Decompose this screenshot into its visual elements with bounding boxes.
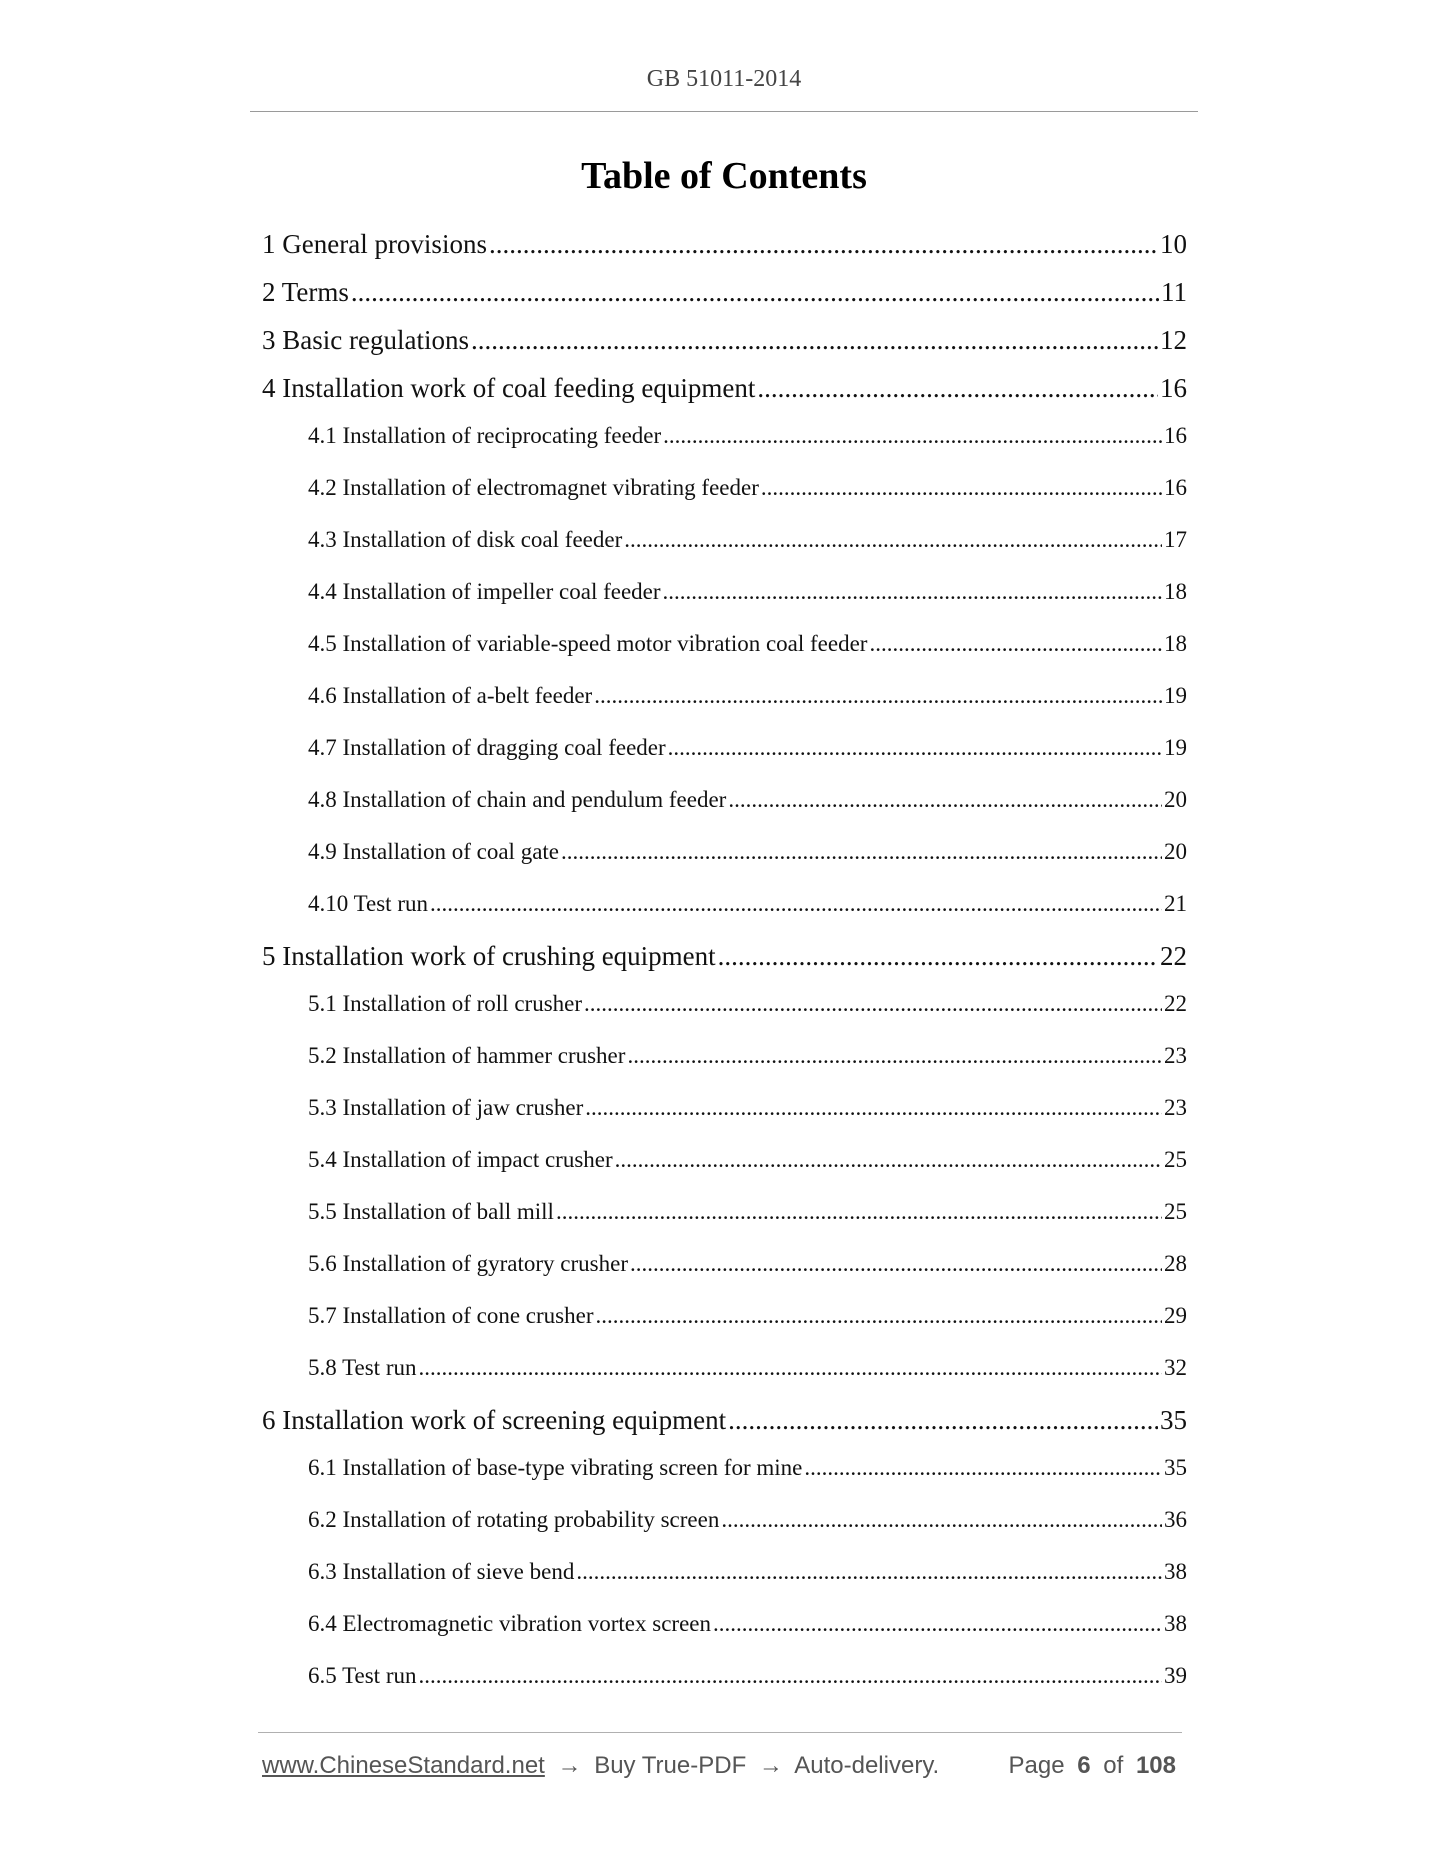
toc-entry-page: 11 bbox=[1161, 277, 1187, 307]
toc-dot-leader bbox=[615, 1138, 1162, 1182]
toc-entry-page: 38 bbox=[1164, 1559, 1187, 1584]
header-divider bbox=[250, 111, 1198, 112]
footer-promo bbox=[262, 1752, 939, 1780]
toc-entry-label: 4.3 Installation of disk coal feeder bbox=[308, 527, 623, 552]
toc-dot-leader bbox=[718, 934, 1158, 978]
toc-entry-page: 25 bbox=[1164, 1147, 1187, 1172]
toc-entry-label: 6 Installation work of screening equipment bbox=[262, 1405, 727, 1435]
page-indicator bbox=[1009, 1752, 1183, 1780]
toc-dot-leader bbox=[761, 466, 1162, 510]
toc-section-entry[interactable] bbox=[262, 1190, 1187, 1242]
toc-section-entry[interactable] bbox=[262, 726, 1187, 778]
toc-entry-label: 5.7 Installation of cone crusher bbox=[308, 1303, 594, 1328]
toc-dot-leader bbox=[663, 570, 1162, 614]
toc-dot-leader bbox=[728, 778, 1162, 822]
toc-section-entry[interactable] bbox=[262, 1086, 1187, 1138]
toc-section-entry[interactable] bbox=[262, 1654, 1187, 1706]
toc-section-entry[interactable] bbox=[262, 982, 1187, 1034]
toc-chapter-entry[interactable] bbox=[262, 934, 1187, 982]
toc-chapter-entry[interactable] bbox=[262, 222, 1187, 270]
toc-dot-leader bbox=[430, 882, 1162, 926]
toc-dot-leader bbox=[668, 726, 1162, 770]
toc-chapter-entry[interactable] bbox=[262, 270, 1187, 318]
toc-entry-label: 6.4 Electromagnetic vibration vortex screen bbox=[308, 1611, 711, 1636]
toc-chapter-entry[interactable] bbox=[262, 366, 1187, 414]
toc-dot-leader bbox=[576, 1550, 1162, 1594]
table-of-contents bbox=[262, 222, 1187, 1706]
toc-dot-leader bbox=[419, 1654, 1163, 1698]
toc-entry-label: 4.9 Installation of coal gate bbox=[308, 839, 560, 864]
toc-entry-label: 4.4 Installation of impeller coal feeder bbox=[308, 579, 661, 604]
toc-section-entry[interactable] bbox=[262, 1550, 1187, 1602]
page-of-label: of bbox=[1103, 1752, 1124, 1779]
toc-chapter-entry[interactable] bbox=[262, 318, 1187, 366]
toc-dot-leader bbox=[663, 414, 1162, 458]
toc-section-entry[interactable] bbox=[262, 830, 1187, 882]
toc-section-entry[interactable] bbox=[262, 674, 1187, 726]
toc-dot-leader bbox=[757, 366, 1158, 410]
toc-section-entry[interactable] bbox=[262, 1242, 1187, 1294]
toc-entry-label: 3 Basic regulations bbox=[262, 325, 469, 355]
toc-entry-label: 6.1 Installation of base-type vibrating screen for mine bbox=[308, 1455, 803, 1480]
toc-dot-leader bbox=[585, 1086, 1162, 1130]
toc-dot-leader bbox=[627, 1034, 1162, 1078]
toc-dot-leader bbox=[471, 318, 1158, 362]
toc-entry-label: 5.5 Installation of ball mill bbox=[308, 1199, 554, 1224]
toc-entry-page: 16 bbox=[1164, 423, 1187, 448]
delivery-text: Auto-delivery. bbox=[794, 1752, 940, 1779]
toc-section-entry[interactable] bbox=[262, 778, 1187, 830]
toc-entry-page: 23 bbox=[1164, 1095, 1187, 1120]
toc-dot-leader bbox=[351, 270, 1159, 314]
toc-entry-page: 35 bbox=[1164, 1455, 1187, 1480]
toc-entry-label: 5.6 Installation of gyratory crusher bbox=[308, 1251, 628, 1276]
toc-entry-page: 20 bbox=[1164, 839, 1187, 864]
toc-section-entry[interactable] bbox=[262, 1034, 1187, 1086]
toc-entry-label: 4.8 Installation of chain and pendulum feeder bbox=[308, 787, 727, 812]
toc-entry-label: 5.4 Installation of impact crusher bbox=[308, 1147, 613, 1172]
toc-entry-page: 18 bbox=[1164, 631, 1187, 656]
toc-entry-page: 17 bbox=[1164, 527, 1187, 552]
toc-entry-label: 1 General provisions bbox=[262, 229, 487, 259]
toc-entry-label: 4 Installation work of coal feeding equipment bbox=[262, 373, 756, 403]
page-header: GB 51011-2014 bbox=[646, 66, 802, 92]
toc-entry-label: 2 Terms bbox=[262, 277, 349, 307]
toc-entry-page: 38 bbox=[1164, 1611, 1187, 1636]
toc-section-entry[interactable] bbox=[262, 1138, 1187, 1190]
toc-section-entry[interactable] bbox=[262, 570, 1187, 622]
toc-entry-page: 22 bbox=[1164, 991, 1187, 1016]
page-footer bbox=[262, 1752, 1182, 1780]
toc-section-entry[interactable] bbox=[262, 466, 1187, 518]
toc-entry-page: 28 bbox=[1164, 1251, 1187, 1276]
toc-entry-label: 5.8 Test run bbox=[308, 1355, 417, 1380]
toc-entry-page: 16 bbox=[1164, 475, 1187, 500]
toc-section-entry[interactable] bbox=[262, 882, 1187, 934]
toc-dot-leader bbox=[624, 518, 1162, 562]
toc-entry-page: 21 bbox=[1164, 891, 1187, 916]
toc-dot-leader bbox=[594, 674, 1162, 718]
toc-entry-page: 20 bbox=[1164, 787, 1187, 812]
toc-entry-page: 19 bbox=[1164, 735, 1187, 760]
toc-dot-leader bbox=[489, 222, 1158, 266]
toc-dot-leader bbox=[721, 1498, 1162, 1542]
toc-entry-page: 32 bbox=[1164, 1355, 1187, 1380]
toc-entry-label: 5.3 Installation of jaw crusher bbox=[308, 1095, 584, 1120]
toc-entry-label: 6.2 Installation of rotating probability screen bbox=[308, 1507, 720, 1532]
toc-entry-label: 5 Installation work of crushing equipment bbox=[262, 941, 716, 971]
toc-section-entry[interactable] bbox=[262, 1294, 1187, 1346]
page-current: 6 bbox=[1077, 1752, 1091, 1779]
toc-dot-leader bbox=[728, 1398, 1158, 1442]
toc-entry-label: 4.6 Installation of a-belt feeder bbox=[308, 683, 593, 708]
toc-entry-label: 6.5 Test run bbox=[308, 1663, 417, 1688]
toc-dot-leader bbox=[556, 1190, 1162, 1234]
toc-entry-label: 5.2 Installation of hammer crusher bbox=[308, 1043, 626, 1068]
toc-entry-page: 18 bbox=[1164, 579, 1187, 604]
toc-entry-page: 39 bbox=[1164, 1663, 1187, 1688]
toc-section-entry[interactable] bbox=[262, 1498, 1187, 1550]
toc-section-entry[interactable] bbox=[262, 414, 1187, 466]
toc-entry-page: 25 bbox=[1164, 1199, 1187, 1224]
toc-section-entry[interactable] bbox=[262, 1602, 1187, 1654]
toc-dot-leader bbox=[584, 982, 1162, 1026]
toc-entry-label: 4.7 Installation of dragging coal feeder bbox=[308, 735, 666, 760]
arrow-right-icon: → bbox=[557, 1752, 582, 1779]
toc-entry-page: 36 bbox=[1164, 1507, 1187, 1532]
buy-text: Buy True-PDF bbox=[594, 1752, 747, 1779]
toc-dot-leader bbox=[713, 1602, 1162, 1646]
toc-entry-label: 4.5 Installation of variable-speed motor vibration coal feeder bbox=[308, 631, 868, 656]
toc-entry-label: 5.1 Installation of roll crusher bbox=[308, 991, 583, 1016]
toc-entry-label: 4.2 Installation of electromagnet vibrating feeder bbox=[308, 475, 759, 500]
toc-entry-page: 22 bbox=[1160, 941, 1187, 971]
toc-entry-label: 4.1 Installation of reciprocating feeder bbox=[308, 423, 662, 448]
toc-dot-leader bbox=[561, 830, 1162, 874]
toc-dot-leader bbox=[804, 1446, 1162, 1490]
toc-section-entry[interactable] bbox=[262, 1346, 1187, 1398]
toc-dot-leader bbox=[630, 1242, 1162, 1286]
toc-entry-page: 16 bbox=[1160, 373, 1187, 403]
toc-entry-label: 6.3 Installation of sieve bend bbox=[308, 1559, 575, 1584]
toc-entry-page: 29 bbox=[1164, 1303, 1187, 1328]
toc-entry-page: 19 bbox=[1164, 683, 1187, 708]
toc-entry-page: 35 bbox=[1160, 1405, 1187, 1435]
footer-divider bbox=[258, 1732, 1182, 1733]
toc-section-entry[interactable] bbox=[262, 622, 1187, 674]
site-link[interactable]: www.ChineseStandard.net bbox=[262, 1752, 545, 1779]
toc-entry-label: 4.10 Test run bbox=[308, 891, 428, 916]
toc-entry-page: 12 bbox=[1160, 325, 1187, 355]
toc-dot-leader bbox=[596, 1294, 1163, 1338]
toc-entry-page: 10 bbox=[1160, 229, 1187, 259]
toc-section-entry[interactable] bbox=[262, 1446, 1187, 1498]
arrow-right-icon: → bbox=[758, 1752, 783, 1779]
toc-dot-leader bbox=[869, 622, 1162, 666]
toc-entry-page: 23 bbox=[1164, 1043, 1187, 1068]
page-label: Page bbox=[1008, 1752, 1065, 1779]
toc-chapter-entry[interactable] bbox=[262, 1398, 1187, 1446]
page-title: Table of Contents bbox=[581, 155, 867, 197]
toc-dot-leader bbox=[419, 1346, 1163, 1390]
toc-section-entry[interactable] bbox=[262, 518, 1187, 570]
page-total: 108 bbox=[1135, 1752, 1176, 1779]
